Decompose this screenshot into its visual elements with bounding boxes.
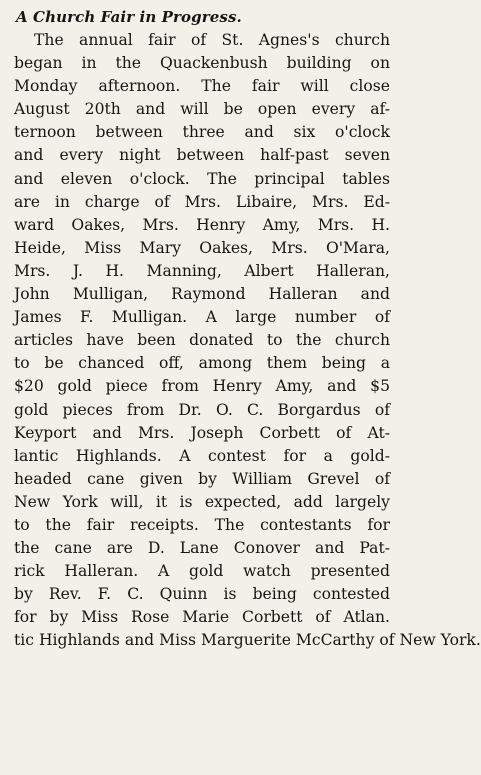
- article-line: John Mulligan, Raymond Halleran and: [14, 285, 390, 304]
- article-line: Monday afternoon. The fair will close: [14, 77, 390, 96]
- article-line: Heide, Miss Mary Oakes, Mrs. O'Mara,: [14, 238, 390, 257]
- article-line: are in charge of Mrs. Libaire, Mrs. Ed-: [14, 192, 390, 211]
- article-line: ward Oakes, Mrs. Henry Amy, Mrs. H.: [14, 215, 390, 234]
- article-line: and eleven o'clock. The principal tables: [14, 169, 390, 188]
- article-line: to be chanced off, among them being a: [14, 354, 390, 373]
- article-line: Keyport and Mrs. Joseph Corbett of At-: [14, 423, 390, 442]
- article-line: lantic Highlands. A contest for a gold-: [14, 446, 390, 465]
- article-line: to the fair receipts. The contestants for: [14, 515, 390, 534]
- article-line: August 20th and will be open every af-: [14, 100, 390, 119]
- article-line: James F. Mulligan. A large number of: [14, 308, 390, 327]
- article-line: gold pieces from Dr. O. C. Borgardus of: [14, 400, 390, 419]
- article-line: by Rev. F. C. Quinn is being contested: [14, 585, 390, 604]
- article-line: ternoon between three and six o'clock: [14, 123, 390, 142]
- article-line: headed cane given by William Grevel of: [14, 469, 390, 488]
- article-line: Mrs. J. H. Manning, Albert Halleran,: [14, 261, 390, 280]
- article-body: [14, 29, 481, 653]
- article-line: and every night between half-past seven: [14, 146, 390, 165]
- article-line: rick Halleran. A gold watch presented: [14, 562, 390, 581]
- article-line: New York will, it is expected, add largely: [14, 492, 390, 511]
- article-line: began in the Quackenbush building on: [14, 54, 390, 73]
- article-headline: A Church Fair in Progress.: [16, 8, 242, 26]
- article-line: $20 gold piece from Henry Amy, and $5: [14, 377, 390, 396]
- article-line: for by Miss Rose Marie Corbett of Atlan.: [14, 608, 390, 627]
- article-line: articles have been donated to the church: [14, 331, 390, 350]
- article-line: tic Highlands and Miss Marguerite McCarthy of New York.: [14, 631, 481, 650]
- article-line: the cane are D. Lane Conover and Pat-: [14, 539, 390, 558]
- article-line: The annual fair of St. Agnes's church: [34, 31, 390, 49]
